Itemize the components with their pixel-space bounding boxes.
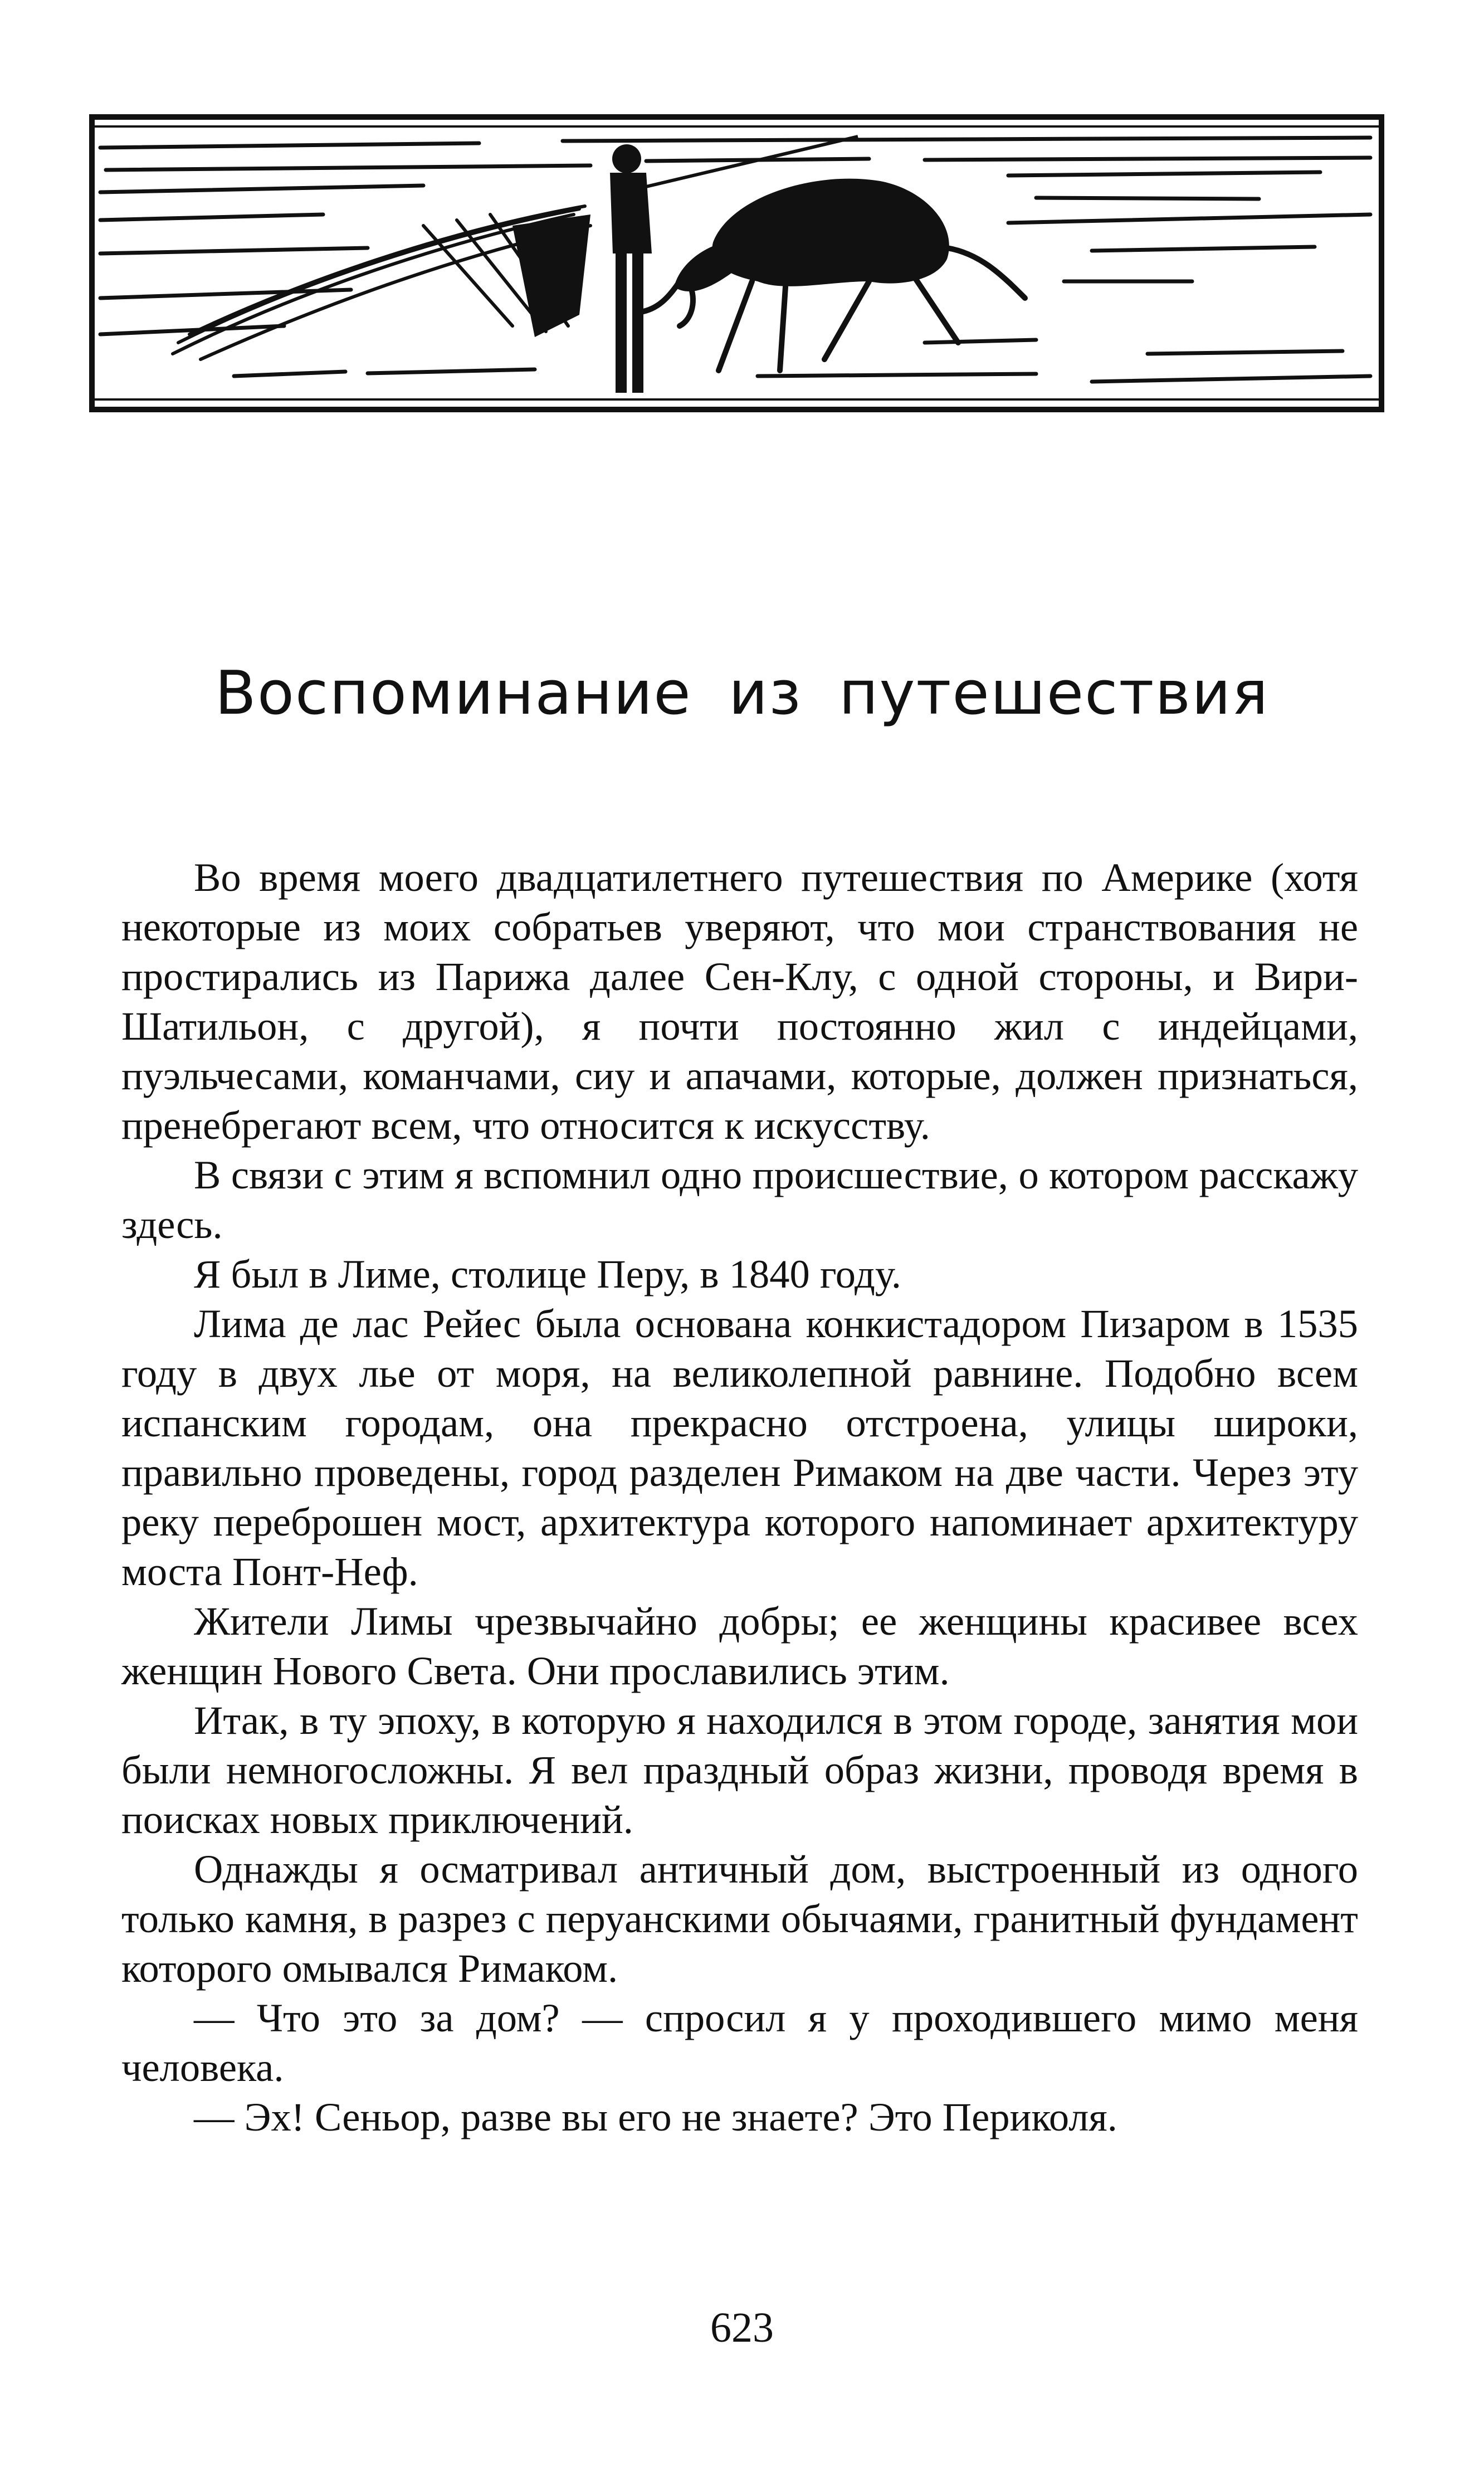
paragraph: Лима де лас Рейес была основана конкистадором Пизаром в 1535 году в двух лье от моря, на великолепной равнине. Подобно всем испанским городам, она прекрасно отстроена, улицы широки, правильно проведены, город разделен Римаком на две части. Через эту реку переброшен мост, архитектура которого напоминает архитектуру моста Понт-Неф.: [121, 1301, 1358, 1594]
bullfight-vignette: [89, 114, 1384, 412]
chapter-title: Воспоминание из путешествия: [214, 659, 1270, 728]
paragraph: — Что это за дом? — спросил я у проходившего мимо меня человека.: [121, 1995, 1358, 2090]
paragraph: Жители Лимы чрезвычайно добры; ее женщины красивее всех женщин Нового Света. Они прославились этим.: [121, 1598, 1358, 1693]
paragraph: В связи с этим я вспомнил одно происшествие, о котором расскажу здесь.: [121, 1152, 1358, 1247]
paragraph: Однажды я осматривал античный дом, выстроенный из одного только камня, в разрез с перуанскими обычаями, гранитный фундамент которого омывался Римаком.: [121, 1846, 1358, 1991]
paragraph: Я был в Лиме, столице Перу, в 1840 году.: [194, 1251, 901, 1296]
paragraph: Итак, в ту эпоху, в которую я находился в этом городе, занятия мои были немногосложны. Я вел праздный образ жизни, проводя время в поисках новых приключений.: [121, 1698, 1358, 1842]
body-text: [121, 852, 1358, 2142]
bullfighter-and-bull-illustration: [89, 114, 1384, 412]
page-number: 623: [710, 2304, 774, 2351]
paragraph: Во время моего двадцатилетнего путешествия по Америке (хотя некоторые из моих собратьев уверяют, что мои странствования не простирались из Парижа далее Сен-Клу, с одной стороны, и Вири-Шатильон, с другой), я почти постоянно жил с индейцами, пуэльчесами, команчами, сиу и апачами, которые, должен признаться, пренебрегают всем, что относится к искусству.: [121, 855, 1358, 1148]
paragraph: — Эх! Сеньор, разве вы его не знаете? Это Периколя.: [194, 2094, 1117, 2139]
